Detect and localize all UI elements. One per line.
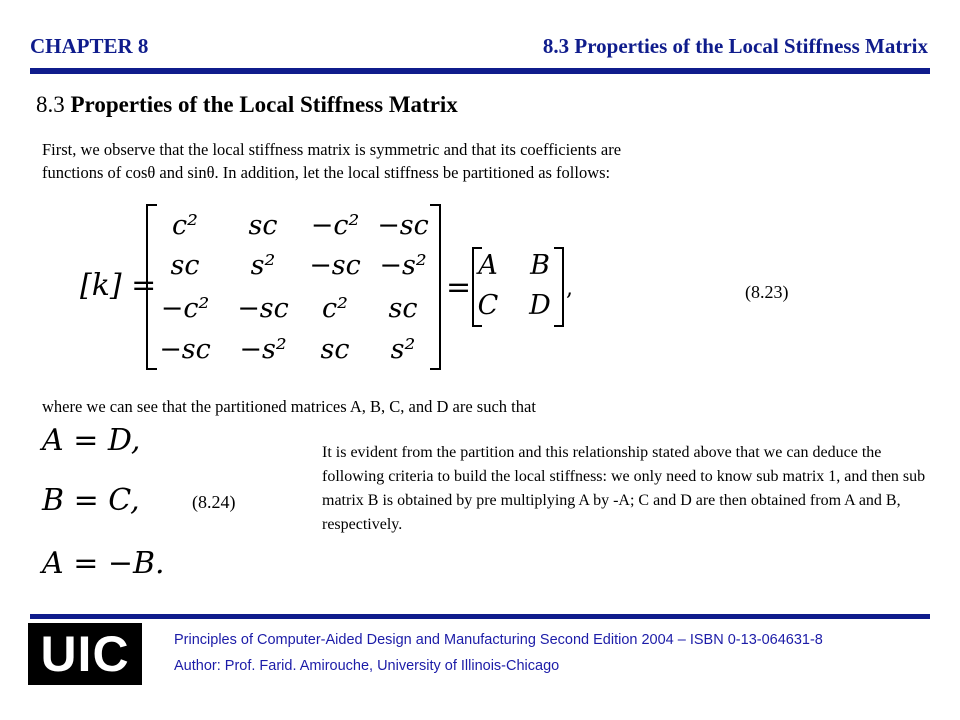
uic-logo-text: UIC xyxy=(40,626,130,682)
header-rule xyxy=(30,68,930,74)
relation-b-equals-c: B = C, xyxy=(42,483,140,518)
equation-number-8-23: (8.23) xyxy=(745,282,789,302)
partition-c: C xyxy=(477,290,499,321)
title-number: 8.3 xyxy=(36,92,65,117)
intro-line-2: functions of cosθ and sinθ. In addition, let the local stiffness be partitioned as follows: xyxy=(42,163,611,182)
footer-book-info: Principles of Computer-Aided Design and Manufacturing Second Edition 2004 – ISBN 0-13-064631-8 xyxy=(174,632,823,648)
where-sentence: where we can see that the partitioned matrices A, B, C, and D are such that xyxy=(42,397,536,416)
footer-author: Author: Prof. Farid. Amirouche, University of Illinois-Chicago xyxy=(174,658,560,674)
matrix-cell-0-2: −c² xyxy=(310,210,360,241)
stiffness-lhs: [k] = xyxy=(80,268,157,303)
page-title xyxy=(36,92,458,118)
relation-a-equals-minus-b: A = −B. xyxy=(42,546,165,581)
partition-b: B xyxy=(530,250,550,281)
intro-line-1: First, we observe that the local stiffness matrix is symmetric and that its coefficients are xyxy=(42,140,622,159)
chapter-label: CHAPTER 8 xyxy=(30,34,149,58)
matrix-cell-3-2: sc xyxy=(320,334,350,365)
matrix-cell-2-2: c² xyxy=(322,293,348,324)
matrix-cell-3-0: −sc xyxy=(159,334,211,365)
matrix-cell-0-0: c² xyxy=(172,210,198,241)
section-header: 8.3 Properties of the Local Stiffness Matrix xyxy=(542,34,928,58)
partition-d: D xyxy=(529,290,551,321)
matrix-cell-2-3: sc xyxy=(388,293,418,324)
intro-paragraph xyxy=(42,138,822,184)
explanation-paragraph: It is evident from the partition and this relationship stated above that we can deduce the following criteria to build the local stiffness: we only need to know sub matrix 1, and then sub matrix B is obtained by pre multiplying A by -A; C and D are then obtained from A and B, respectively. xyxy=(322,444,926,533)
matrix-cell-1-3: −s² xyxy=(379,250,427,281)
matrix-cell-0-1: sc xyxy=(248,210,278,241)
title-text: Properties of the Local Stiffness Matrix xyxy=(70,92,458,117)
matrix-cell-1-0: sc xyxy=(170,250,200,281)
matrix-cell-3-3: s² xyxy=(390,334,416,365)
matrix-cell-3-1: −s² xyxy=(239,334,287,365)
matrix-cell-1-1: s² xyxy=(250,250,276,281)
relation-a-equals-d: A = D, xyxy=(42,423,141,458)
uic-logo xyxy=(28,623,142,685)
matrix-cell-2-0: −c² xyxy=(160,293,210,324)
equation-number-8-24: (8.24) xyxy=(192,492,236,512)
partition-equals: = xyxy=(446,270,472,305)
matrix-cell-1-2: −sc xyxy=(309,250,361,281)
partition-comma: , xyxy=(566,276,573,301)
matrix-cell-0-3: −sc xyxy=(377,210,429,241)
matrix-cell-2-1: −sc xyxy=(237,293,289,324)
partition-a: A xyxy=(478,250,498,281)
footer-rule xyxy=(30,614,930,619)
